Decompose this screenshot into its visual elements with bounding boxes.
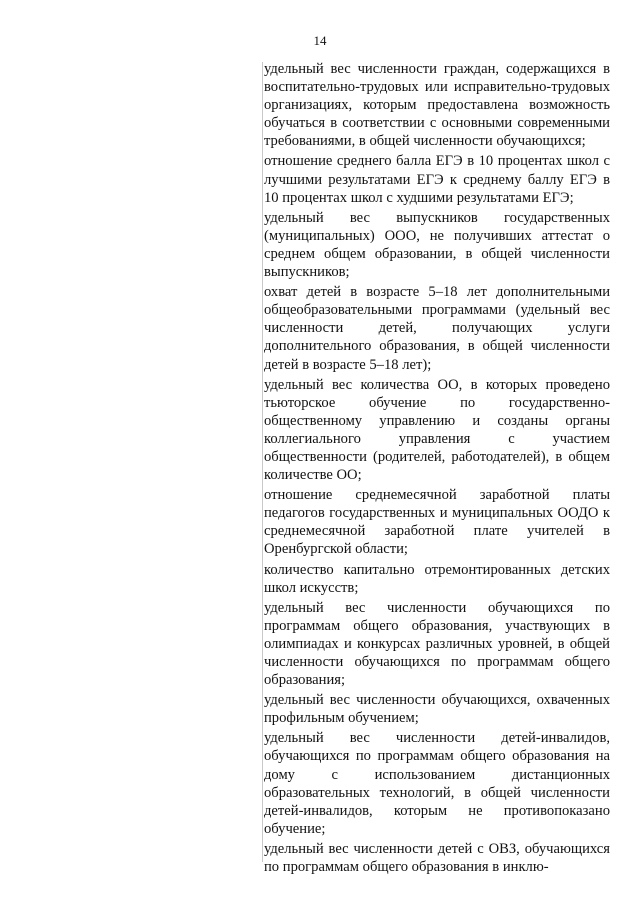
indicator-paragraph: удельный вес численности детей с ОВЗ, обучающихся по программам общего образования в инклю- xyxy=(264,840,610,876)
indicator-paragraph: отношение среднемесячной заработной платы педагогов государственных и муниципальных ООДО к среднемесячной заработной плате учителей в Оренбургской области; xyxy=(264,487,610,558)
indicator-paragraph: удельный вес численности обучающихся по программам общего образования, участвующих в олимпиадах и конкурсах различных уровней, в общей численности обучающихся по программам общего образования; xyxy=(264,599,610,689)
indicator-paragraph: удельный вес численности детей-инвалидов, обучающихся по программам общего образования на дому с использованием дистанционных образовательных технологий, в общей численности детей-инвалидов, которым не противопоказано обучение; xyxy=(264,730,610,837)
indicator-paragraph: удельный вес количества ОО, в которых проведено тьюторское обучение по государственно-общественному управлению и созданы органы коллегиального управления с участием общественности (родителей, работодателей), в общем количестве ОО; xyxy=(264,376,610,484)
indicator-paragraph: отношение среднего балла ЕГЭ в 10 процентах школ с лучшими результатами ЕГЭ к среднему баллу ЕГЭ в 10 процентах школ с худшими результатами ЕГЭ; xyxy=(264,153,610,206)
indicator-list xyxy=(264,60,610,878)
indicator-paragraph: удельный вес численности обучающихся, охваченных профильным обучением; xyxy=(264,692,610,727)
page-number: 14 xyxy=(313,33,327,48)
indicator-paragraph: удельный вес выпускников государственных (муниципальных) ООО, не получивших аттестат о среднем общем образовании, в общей численности выпускников; xyxy=(264,209,610,281)
indicator-paragraph: охват детей в возрасте 5–18 лет дополнительными общеобразовательными программами (удельный вес численности детей, получающих услуги дополнительного образования, в общей численности детей в возрасте 5–18 лет); xyxy=(264,284,610,373)
indicator-paragraph: количество капитально отремонтированных детских школ искусств; xyxy=(264,561,610,596)
column-divider xyxy=(262,62,263,862)
indicator-paragraph: удельный вес численности граждан, содержащихся в воспитательно-трудовых или исправительно-трудовых организациях, которым предоставлена возможность обучаться в соответствии с основными современными требованиями, в общей численности обучающихся; xyxy=(264,61,610,150)
